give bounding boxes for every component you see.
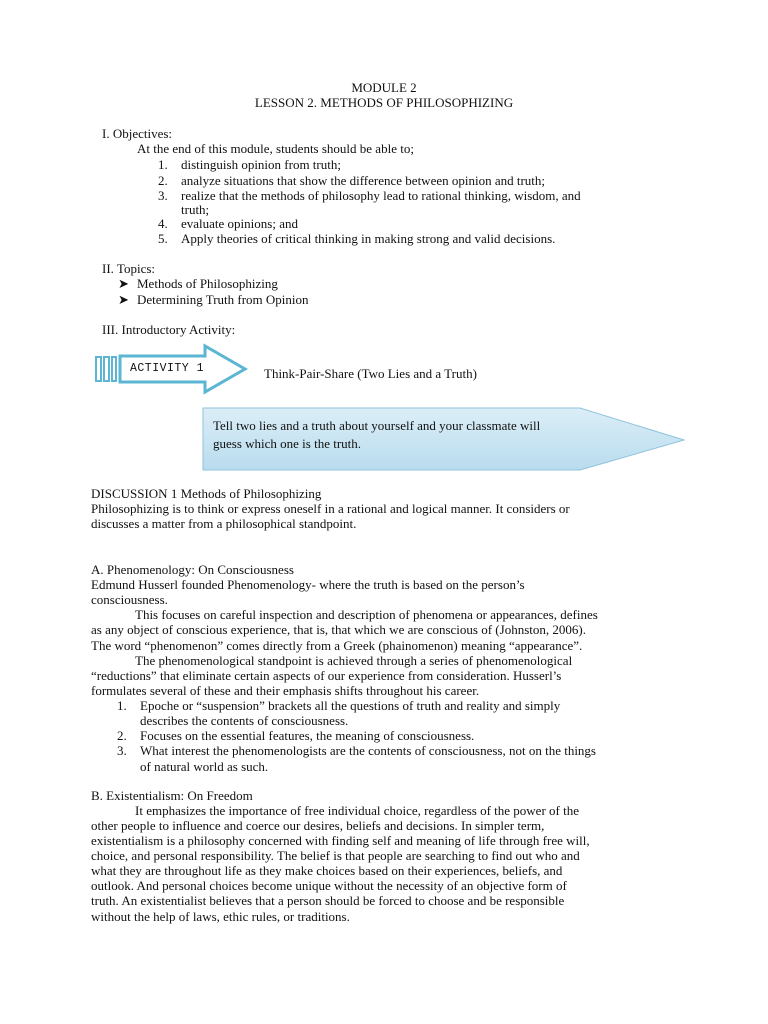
- paragraph-line: without the help of laws, ethic rules, or traditions.: [91, 909, 350, 924]
- objective-item: analyze situations that show the difference between opinion and truth;: [181, 173, 546, 188]
- paragraph-line: Edmund Husserl founded Phenomenology- where the truth is based on the person’s: [91, 577, 525, 592]
- objective-item: realize that the methods of philosophy lead to rational thinking, wisdom, and: [181, 188, 581, 203]
- activity-label: ACTIVITY 1: [130, 362, 205, 375]
- objective-item: distinguish opinion from truth;: [181, 157, 341, 172]
- objectives-intro: At the end of this module, students should be able to;: [137, 141, 414, 156]
- paragraph-line: choice, and personal responsibility. The belief is that people are searching to find out who and: [91, 848, 580, 863]
- paragraph-line: other people to influence and coerce our desires, beliefs and decisions. In simpler term,: [91, 818, 545, 833]
- paragraph-line: formulates several of these and their emphasis shifts throughout his career.: [91, 683, 480, 698]
- objective-number: 3.: [158, 188, 168, 203]
- lesson-title: LESSON 2. METHODS OF PHILOSOPHIZING: [254, 95, 514, 110]
- section-b-heading: B. Existentialism: On Freedom: [91, 788, 253, 803]
- paragraph-line: This focuses on careful inspection and description of phenomena or appearances, defines: [135, 607, 598, 622]
- discussion-heading: DISCUSSION 1 Methods of Philosophizing: [91, 486, 322, 501]
- paragraph-line: as any object of conscious experience, that is, that which we are conscious of (Johnston, 2006).: [91, 622, 586, 637]
- intro-activity-heading: III. Introductory Activity:: [102, 322, 236, 337]
- objective-item: evaluate opinions; and: [181, 216, 298, 231]
- objective-number: 2.: [158, 173, 168, 188]
- stripe-bar: [104, 357, 109, 381]
- paragraph-line: The word “phenomenon” comes directly from a Greek (phainomenon) meaning “appearance”.: [91, 638, 583, 653]
- objective-item-continued: truth;: [181, 202, 210, 217]
- callout-text-line: Tell two lies and a truth about yourself and your classmate will: [213, 418, 541, 433]
- activity-title: Think-Pair-Share (Two Lies and a Truth): [264, 366, 477, 381]
- list-number: 2.: [117, 728, 127, 743]
- stripe-bar: [96, 357, 101, 381]
- list-item: What interest the phenomenologists are the contents of consciousness, not on the things: [140, 743, 596, 758]
- paragraph-line: what they are throughout life as they make choices based on their experiences, beliefs, and: [91, 863, 563, 878]
- list-number: 1.: [117, 698, 127, 713]
- topic-item: Determining Truth from Opinion: [137, 292, 309, 307]
- list-item-continued: describes the contents of consciousness.: [140, 713, 349, 728]
- objectives-heading: I. Objectives:: [102, 126, 173, 141]
- arrow-bullet-icon: ➤: [118, 292, 129, 307]
- callout-text-line: guess which one is the truth.: [213, 436, 362, 451]
- objective-item: Apply theories of critical thinking in making strong and valid decisions.: [181, 231, 556, 246]
- paragraph-line: existentialism is a philosophy concerned with finding self and meaning of life through free will,: [91, 833, 590, 848]
- paragraph-line: The phenomenological standpoint is achieved through a series of phenomenological: [135, 653, 573, 668]
- paragraph-line: “reductions” that eliminate certain aspects of our experience from consideration. Husserl’s: [91, 668, 562, 683]
- paragraph-line: consciousness.: [91, 592, 168, 607]
- section-a-heading: A. Phenomenology: On Consciousness: [91, 562, 294, 577]
- paragraph-line: It emphasizes the importance of free individual choice, regardless of the power of the: [135, 803, 579, 818]
- stripe-bar: [112, 357, 116, 381]
- module-title: MODULE 2: [351, 80, 417, 95]
- objective-number: 1.: [158, 157, 168, 172]
- paragraph-line: Philosophizing is to think or express oneself in a rational and logical manner. It considers or: [91, 501, 570, 516]
- list-item: Epoche or “suspension” brackets all the questions of truth and reality and simply: [140, 698, 561, 713]
- topics-heading: II. Topics:: [102, 261, 156, 276]
- topic-item: Methods of Philosophizing: [137, 276, 278, 291]
- list-number: 3.: [117, 743, 127, 758]
- list-item: Focuses on the essential features, the meaning of consciousness.: [140, 728, 475, 743]
- objective-number: 5.: [158, 231, 168, 246]
- paragraph-line: discusses a matter from a philosophical standpoint.: [91, 516, 357, 531]
- arrow-bullet-icon: ➤: [118, 276, 129, 291]
- paragraph-line: outlook. And personal choices become unique without the necessity of an objective form of: [91, 878, 567, 893]
- objective-number: 4.: [158, 216, 168, 231]
- paragraph-line: truth. An existentialist believes that a person should be forced to choose and be responsible: [91, 893, 565, 908]
- list-item-continued: of natural world as such.: [140, 759, 269, 774]
